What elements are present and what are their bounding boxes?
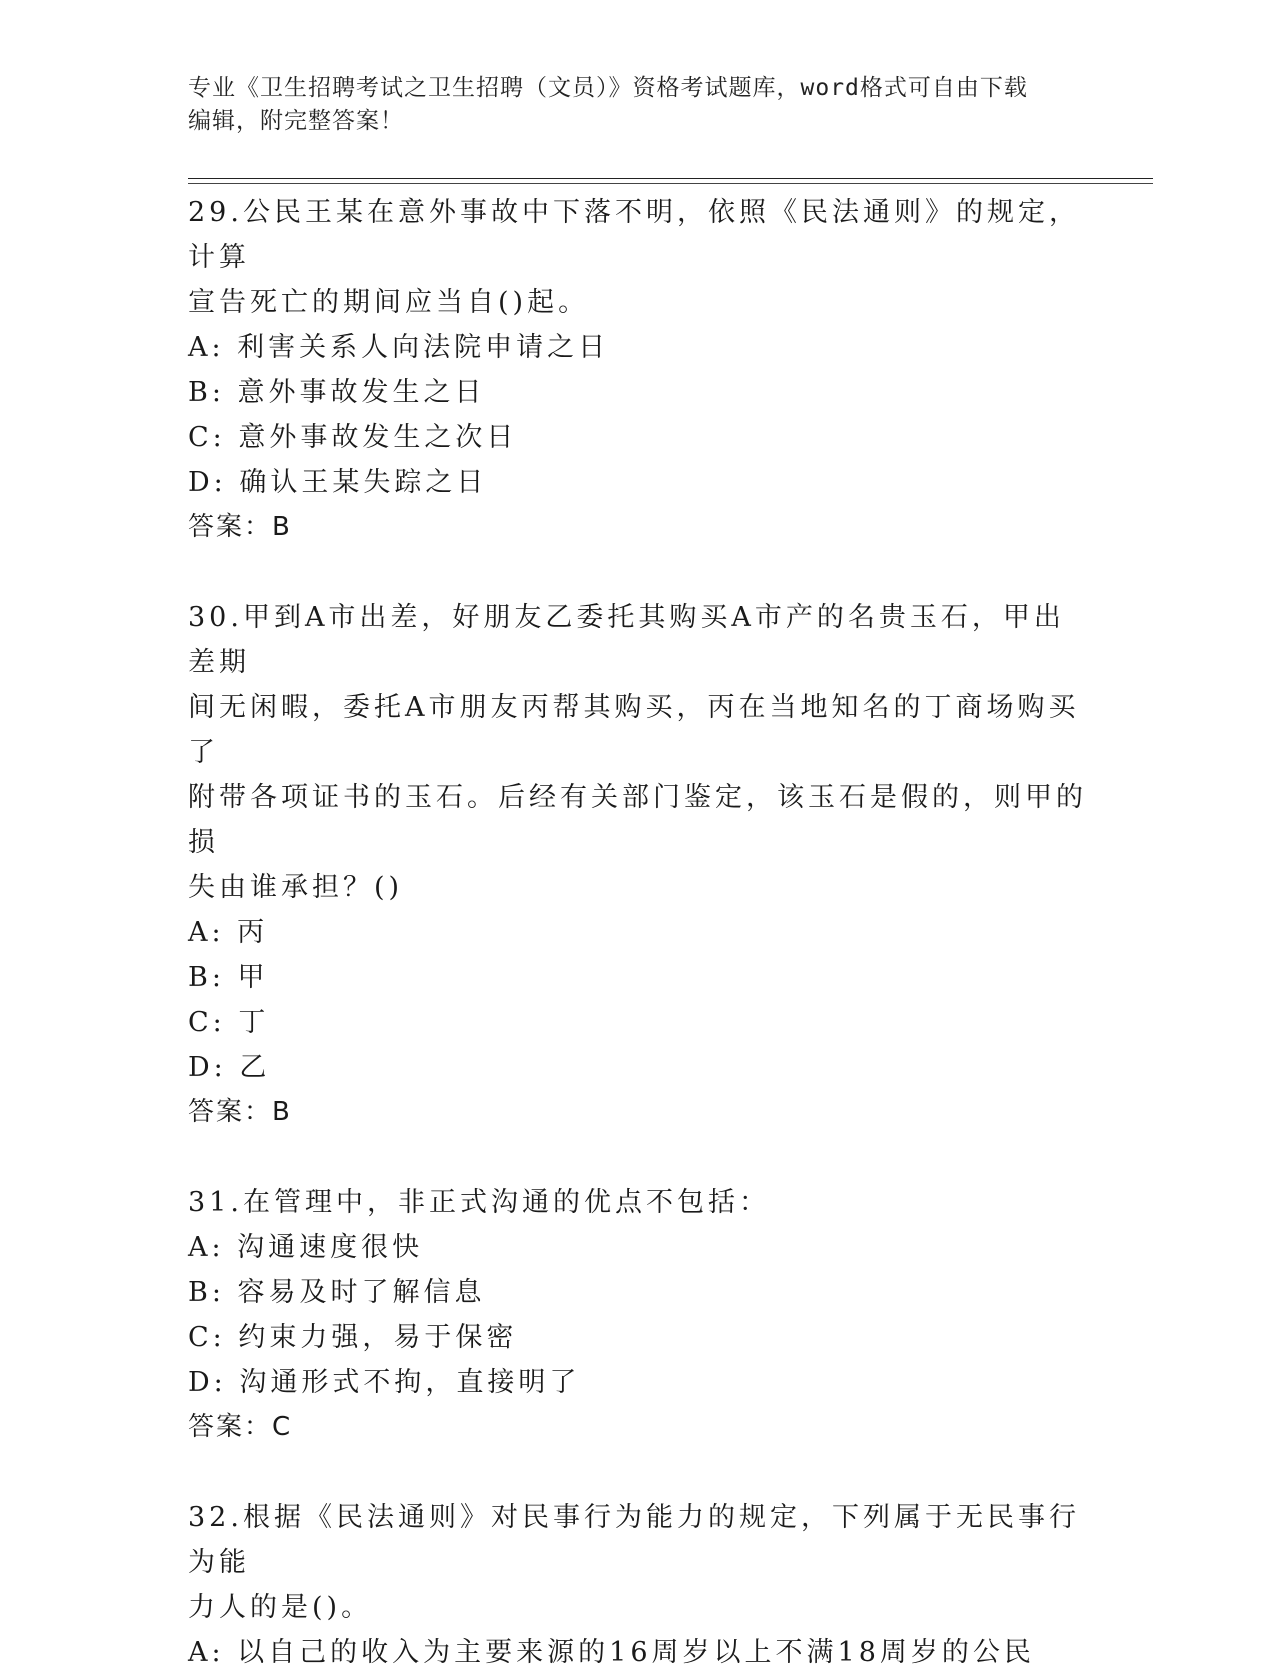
option-a: A: 沟通速度很快 xyxy=(188,1232,424,1263)
question-list xyxy=(188,190,1088,1675)
header-line-2: 编辑，附完整答案！ xyxy=(188,108,404,134)
header-line-1: 专业《卫生招聘考试之卫生招聘（文员）》资格考试题库，word格式可自由下载 xyxy=(188,75,1028,101)
question-stem-line: 间无闲暇，委托A市朋友丙帮其购买，丙在当地知名的丁商场购买了 xyxy=(188,692,1080,768)
option-b: B: 意外事故发生之日 xyxy=(188,377,486,408)
question-stem-line: 30.甲到A市出差，好朋友乙委托其购买A市产的名贵玉石，甲出差期 xyxy=(188,602,1065,678)
question-stem-line: 宣告死亡的期间应当自()起。 xyxy=(188,287,590,318)
option-c: C: 约束力强，易于保密 xyxy=(188,1322,518,1353)
answer-line: 答案：B xyxy=(188,512,292,542)
question-29 xyxy=(188,190,1088,550)
option-a: A: 利害关系人向法院申请之日 xyxy=(188,332,610,363)
question-stem-line: 失由谁承担？() xyxy=(188,872,404,903)
header-divider xyxy=(188,178,1153,179)
question-stem-line: 32.根据《民法通则》对民事行为能力的规定，下列属于无民事行为能 xyxy=(188,1502,1080,1578)
answer-line: 答案：C xyxy=(188,1412,293,1442)
spacer xyxy=(188,1450,1088,1495)
spacer xyxy=(188,1135,1088,1180)
option-b: B: 容易及时了解信息 xyxy=(188,1277,486,1308)
option-d: D: 确认王某失踪之日 xyxy=(188,467,488,498)
question-stem-line: 附带各项证书的玉石。后经有关部门鉴定，该玉石是假的，则甲的损 xyxy=(188,782,1087,858)
question-stem-line: 31.在管理中，非正式沟通的优点不包括： xyxy=(188,1187,770,1218)
option-a: A: 丙 xyxy=(188,917,269,948)
question-stem-line: 力人的是()。 xyxy=(188,1592,373,1623)
question-stem-line: 29.公民王某在意外事故中下落不明，依照《民法通则》的规定，计算 xyxy=(188,197,1080,273)
question-30 xyxy=(188,595,1088,1135)
option-c: C: 丁 xyxy=(188,1007,270,1038)
answer-line: 答案：B xyxy=(188,1097,292,1127)
option-b: B: 甲 xyxy=(188,962,269,993)
option-d: D: 乙 xyxy=(188,1052,271,1083)
option-d: D: 沟通形式不拘，直接明了 xyxy=(188,1367,581,1398)
option-a: A: 以自己的收入为主要来源的16周岁以上不满18周岁的公民 xyxy=(188,1637,1035,1668)
header-divider-secondary xyxy=(188,183,1153,184)
spacer xyxy=(188,550,1088,595)
question-32 xyxy=(188,1495,1088,1675)
question-31 xyxy=(188,1180,1088,1450)
option-c: C: 意外事故发生之次日 xyxy=(188,422,518,453)
document-header xyxy=(188,72,1088,138)
